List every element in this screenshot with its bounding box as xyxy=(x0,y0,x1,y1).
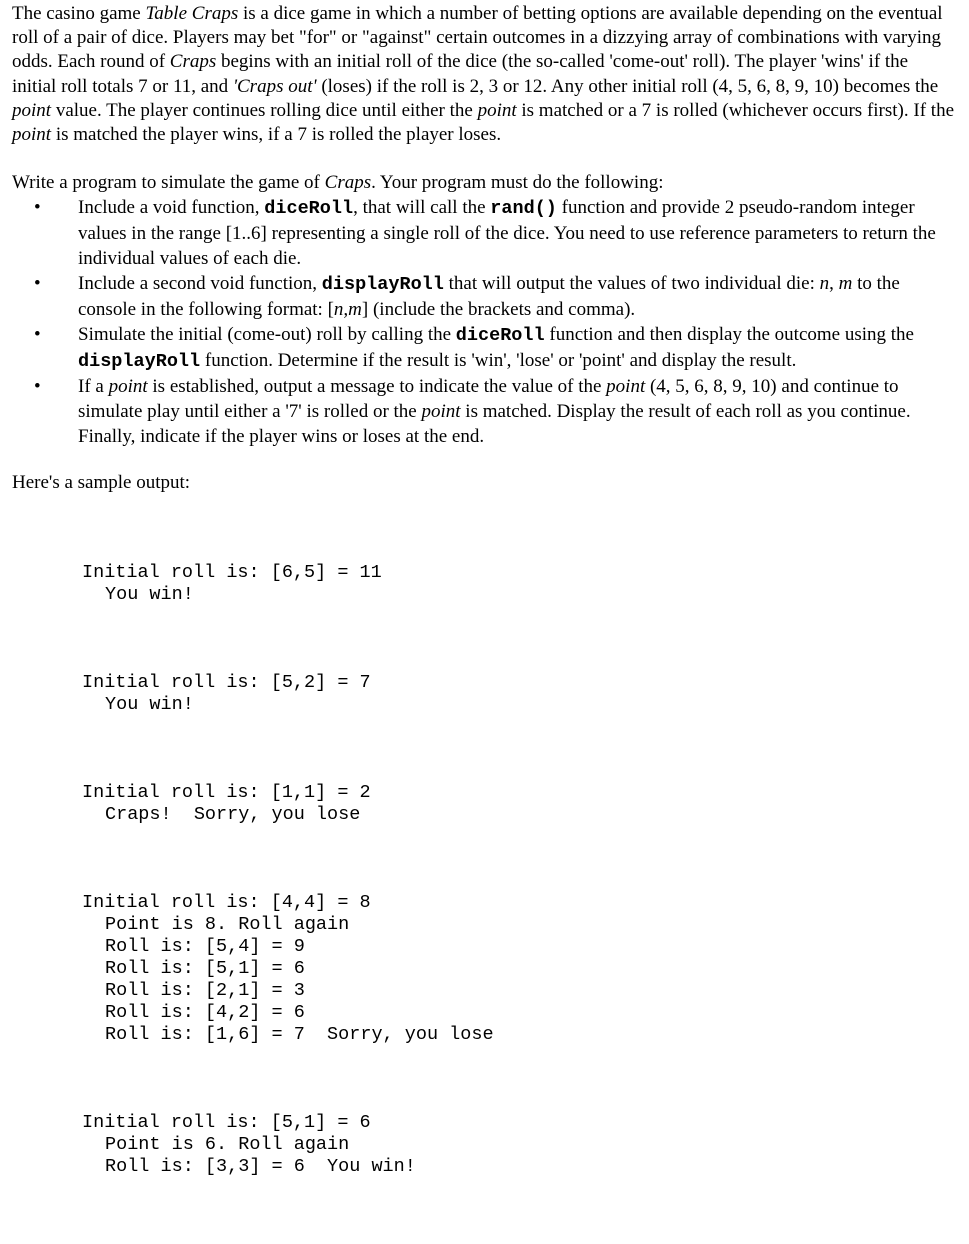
craps-out-term: 'Craps out' xyxy=(232,75,317,97)
intro-text: begins with an initial roll of the dice (the so-called 'come-out' roll). The player 'wins' if the initial roll totals 7 or 11, and xyxy=(12,51,909,97)
sample-output xyxy=(82,518,957,1244)
sample-block xyxy=(82,562,957,606)
intro-text: is matched or a 7 is rolled (whichever occurs first). If the xyxy=(516,99,954,121)
requirements-list xyxy=(12,195,957,449)
requirement-text: Include a second void function, xyxy=(78,273,322,295)
sample-heading: Here's a sample output: xyxy=(12,472,191,494)
intro-text: (loses) if the roll is 2, 3 or 12. Any other initial roll (4, 5, 6, 8, 9, 10) becomes the xyxy=(316,75,939,97)
intro-text: value. The player continues rolling dice until either the xyxy=(51,99,478,121)
task-paragraph xyxy=(12,171,957,195)
function-name: rand() xyxy=(490,198,557,220)
requirement-text: is established, output a message to indicate the value of the xyxy=(147,376,607,398)
intro-paragraph xyxy=(12,2,957,147)
requirement-item xyxy=(12,271,957,322)
sample-block xyxy=(82,892,957,1046)
intro-text: is a dice game in which a number of betting options are available depending on the eventual roll of a pair of dice. Players may bet "for" or "against" certain outcomes in a dizzying array of combinations with varying odds. Each round of xyxy=(12,3,943,73)
requirement-text: Simulate the initial (come-out) roll by calling the xyxy=(78,324,456,346)
output-line: Initial roll is: [5,2] = 7 xyxy=(82,672,371,694)
requirement-text: ] (include the brackets and comma). xyxy=(361,299,636,321)
function-name: displayRoll xyxy=(321,274,444,296)
output-line: Craps! Sorry, you lose xyxy=(105,804,361,826)
output-line: Roll is: [5,4] = 9 xyxy=(105,936,305,958)
function-name: diceRoll xyxy=(264,198,354,220)
output-line: Initial roll is: [6,5] = 11 xyxy=(82,562,382,584)
task-text: . Your program must do the following: xyxy=(371,172,664,194)
output-line: Roll is: [2,1] = 3 xyxy=(105,980,305,1002)
bullet: • xyxy=(34,376,41,398)
bullet: • xyxy=(34,324,41,346)
output-line: Point is 6. Roll again xyxy=(105,1134,350,1156)
requirement-item xyxy=(12,374,957,449)
bullet: • xyxy=(34,197,41,219)
output-line: Initial roll is: [1,1] = 2 xyxy=(82,782,371,804)
point-term: point xyxy=(12,124,52,146)
output-line: You win! xyxy=(105,694,194,716)
requirement-text: , xyxy=(829,273,839,295)
task-text: Write a program to simulate the game of xyxy=(12,172,325,194)
requirement-text: that will output the values of two individual die: xyxy=(443,273,820,295)
sample-block xyxy=(82,1112,957,1178)
requirement-text: , that will call the xyxy=(353,197,491,219)
requirement-text: (4, 5, 6, 8, 9, 10) and continue to simulate play until either a '7' is rolled or the xyxy=(78,376,899,423)
sample-block xyxy=(82,672,957,716)
sample-block xyxy=(82,782,957,826)
requirement-text: If a xyxy=(78,376,109,398)
output-line: Roll is: [1,6] = 7 Sorry, you lose xyxy=(105,1024,494,1046)
output-line: Roll is: [4,2] = 6 xyxy=(105,1002,305,1024)
point-term: point xyxy=(12,99,52,121)
point-term: point xyxy=(606,376,646,398)
requirement-text: Include a void function, xyxy=(78,197,265,219)
output-line: You win! xyxy=(105,584,194,606)
point-term: point xyxy=(108,376,148,398)
requirement-text: to the console in the following format: [ xyxy=(78,273,900,321)
intro-text: is matched the player wins, if a 7 is rolled the player loses. xyxy=(51,124,502,146)
var-n: n xyxy=(819,273,830,295)
craps-term: Craps xyxy=(324,172,372,194)
output-line: Initial roll is: [4,4] = 8 xyxy=(82,892,371,914)
bullet: • xyxy=(34,273,41,295)
function-name: diceRoll xyxy=(455,325,545,347)
requirement-text: function and provide 2 pseudo-random integer values in the range [1..6] representing a single roll of the dice. You need to use reference parameters to return the individual values of each die. xyxy=(78,197,936,270)
document-page xyxy=(12,2,957,1244)
point-term: point xyxy=(477,99,517,121)
output-line: Initial roll is: [5,1] = 6 xyxy=(82,1112,371,1134)
output-line: Roll is: [5,1] = 6 xyxy=(105,958,305,980)
function-name: displayRoll xyxy=(78,351,201,373)
point-term: point xyxy=(421,401,461,423)
output-line: Point is 8. Roll again xyxy=(105,914,350,936)
requirement-text: function and then display the outcome using the xyxy=(544,324,914,346)
game-name: Table Craps xyxy=(145,3,239,24)
requirement-text: is matched. Display the result of each roll as you continue. Finally, indicate if the player wins or loses at the end. xyxy=(78,401,911,448)
requirement-text: function. Determine if the result is 'win', 'lose' or 'point' and display the result. xyxy=(200,350,797,372)
requirement-item xyxy=(12,322,957,374)
format-nm: n,m xyxy=(333,299,362,321)
intro-text: The casino game xyxy=(12,3,146,24)
output-line: Roll is: [3,3] = 6 You win! xyxy=(105,1156,416,1178)
requirement-item xyxy=(12,195,957,271)
var-m: m xyxy=(838,273,853,295)
craps-term: Craps xyxy=(169,51,217,73)
